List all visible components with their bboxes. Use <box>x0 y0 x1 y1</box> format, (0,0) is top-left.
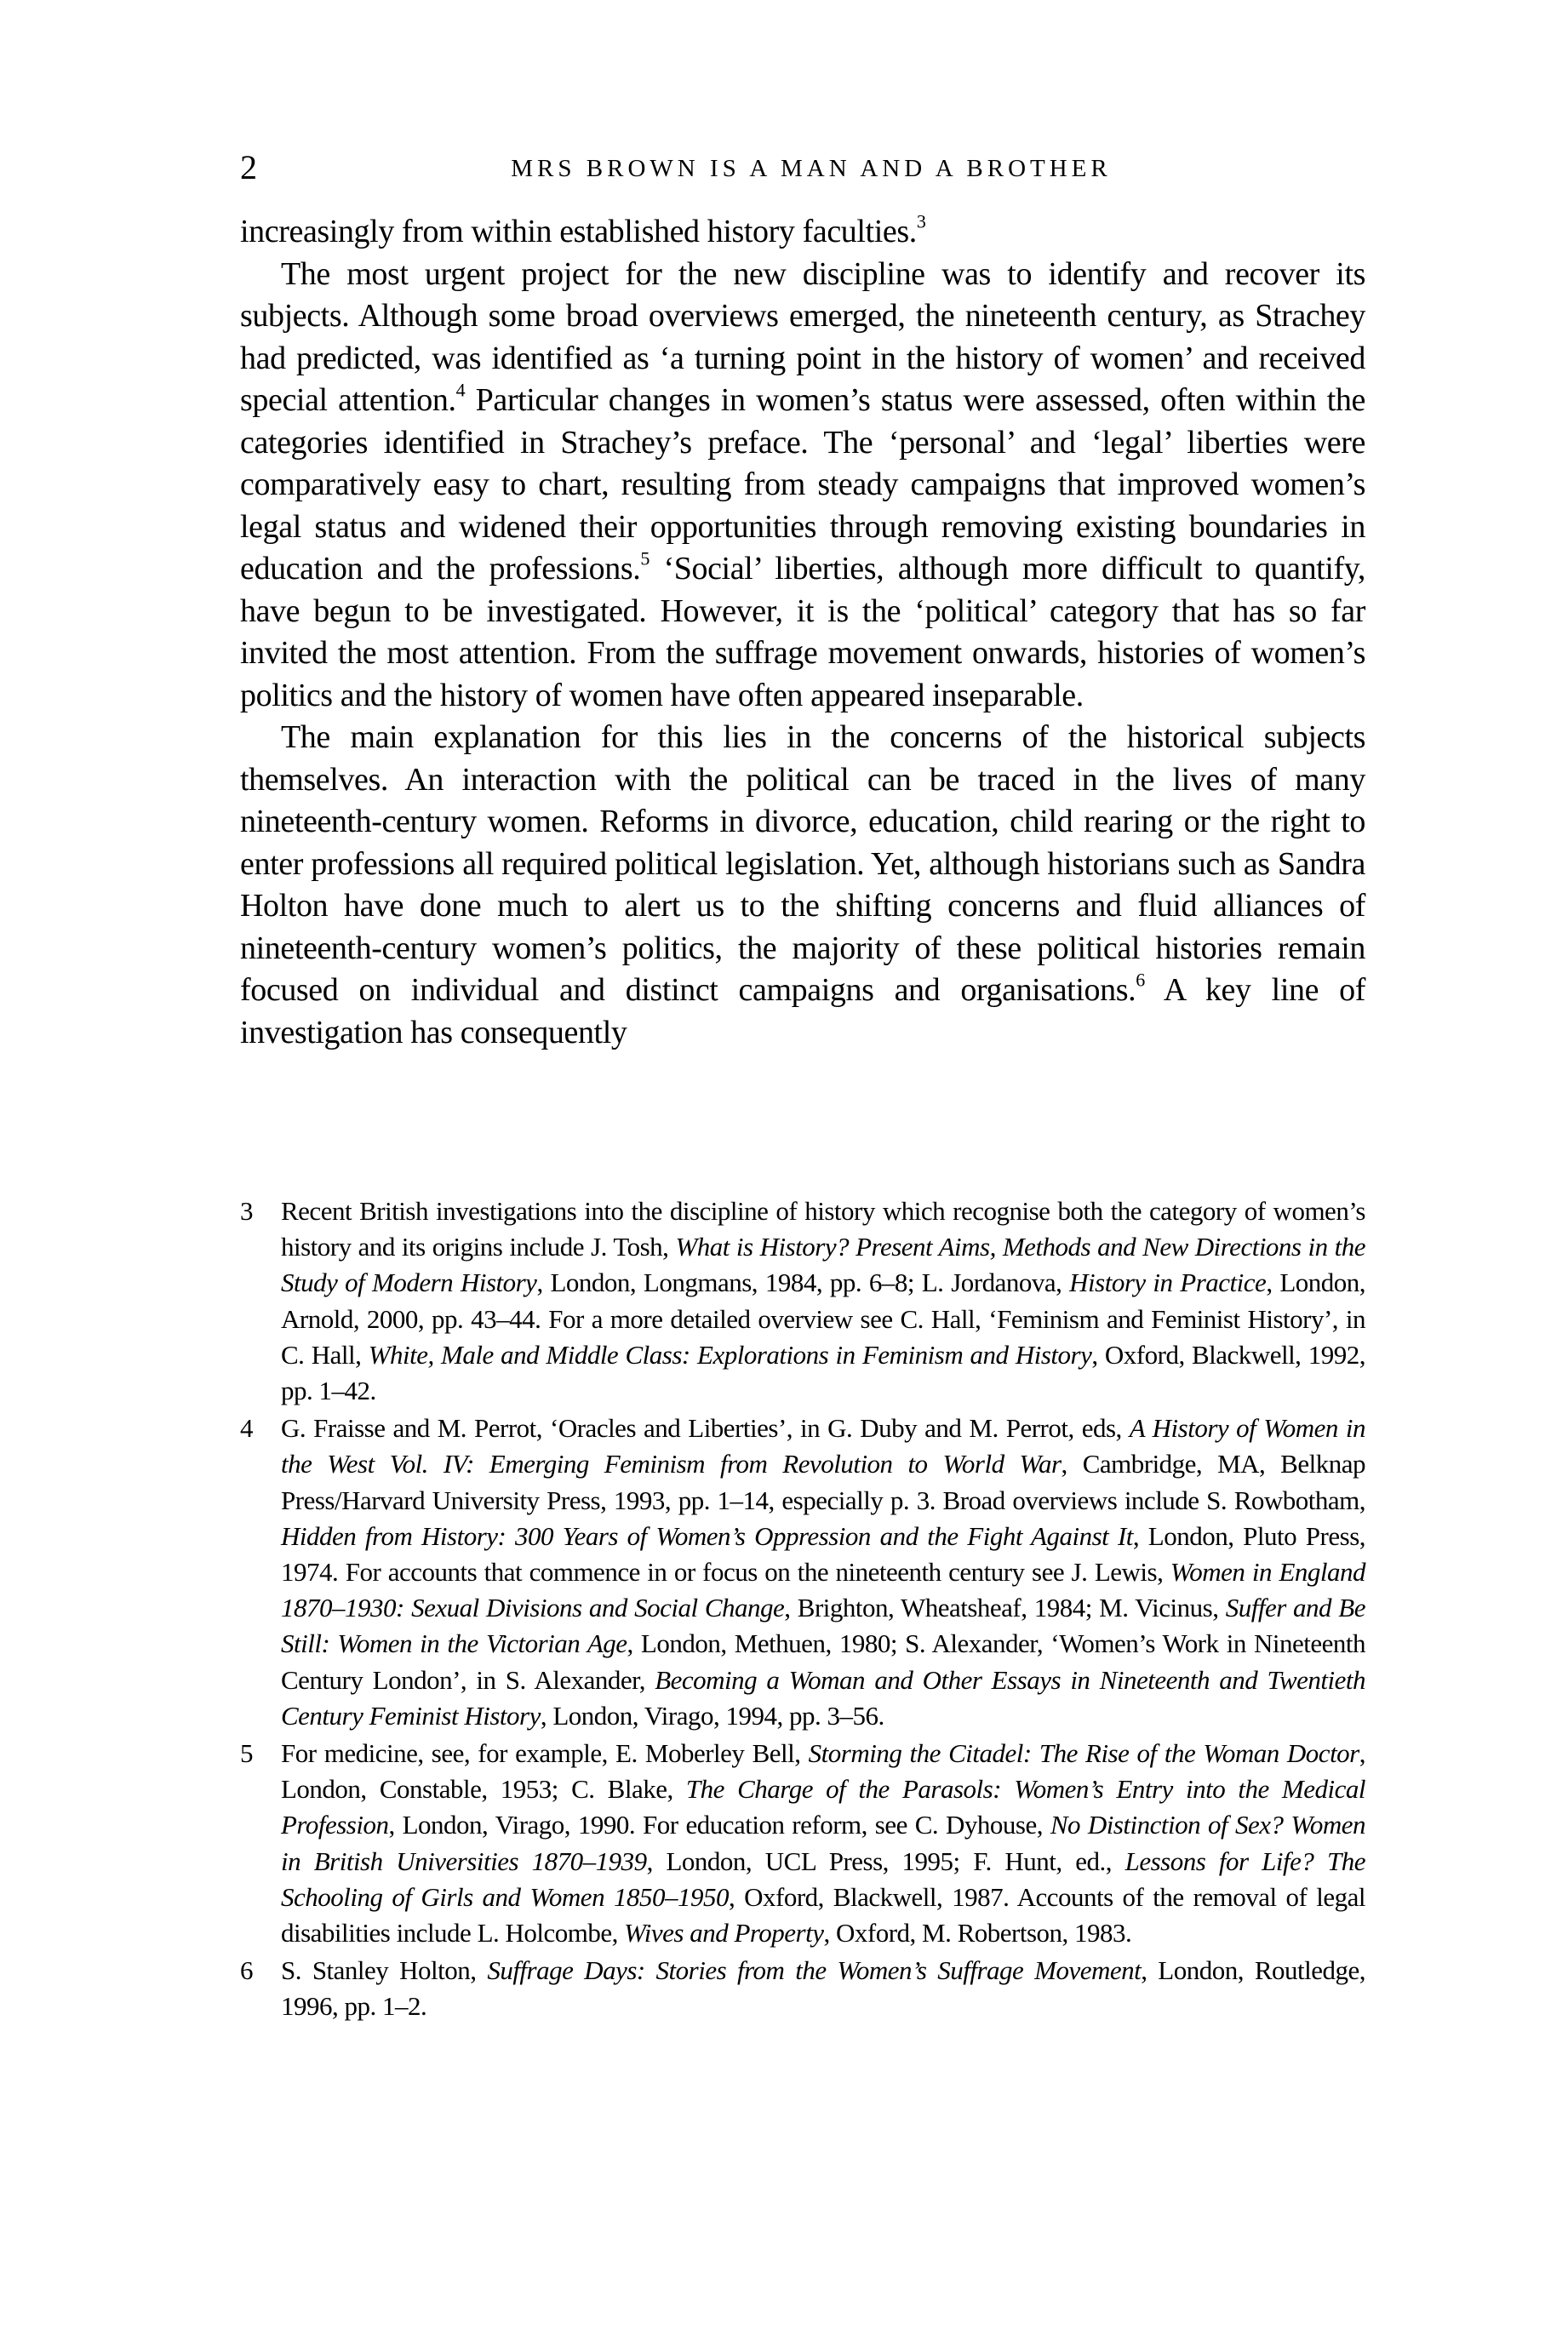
italic-title: Wives and Property <box>624 1918 824 1949</box>
italic-title: White, Male and Middle Class: Explorations in Feminism and History <box>368 1339 1092 1370</box>
page-number: 2 <box>240 148 257 186</box>
footnote-text: S. Stanley Holton, Suffrage Days: Stories from the Women’s Suffrage Movement, London, Routledge, 1996, pp. 1–2. <box>281 1955 1365 2022</box>
footnote-text: Recent British investigations into the discipline of history which recognise both the category of women’s history and its origins include J. Tosh, What is History? Present Aims, Methods and New Directions in the Study of Modern History, London, Longmans, 1984, pp. 6–8; L. Jordanova, History in Practice, London, Arnold, 2000, pp. 43–44. For a more detailed overview see C. Hall, ‘Feminism and Feminist History’, in C. Hall, White, Male and Middle Class: Explorations in Feminism and History, Oxford, Blackwell, 1992, pp. 1–42. <box>281 1196 1366 1406</box>
footnote-text: G. Fraisse and M. Perrot, ‘Oracles and Liberties’, in G. Duby and M. Perrot, eds, A History of Women in the West Vol. IV: Emerging Feminism from Revolution to World War, Cambridge, MA, Belknap Press/Harvard University Press, 1993, pp. 1–14, especially p. 3. Broad overviews include S. Rowbotham, Hidden from History: 300 Years of Women’s Oppression and the Fight Against It, London, Pluto Press, 1974. For accounts that commence in or focus on the nineteenth century see J. Lewis, Women in England 1870–1930: Sexual Divisions and Social Change, Brighton, Wheatsheaf, 1984; M. Vicinus, Suffer and Be Still: Women in the Victorian Age, London, Methuen, 1980; S. Alexander, ‘Women’s Work in Nineteenth Century London’, in S. Alexander, Becoming a Woman and Other Essays in Nineteenth and Twentieth Century Feminist History, London, Virago, 1994, pp. 3–56. <box>281 1413 1366 1731</box>
italic-title: A History of Women in the West Vol. IV: Emerging Feminism from Revolution to World War <box>281 1413 1365 1479</box>
footnote <box>240 1736 1365 1951</box>
footnote <box>240 1411 1365 1734</box>
footnote <box>240 1953 1365 2024</box>
italic-title: History in Practice <box>1069 1268 1267 1298</box>
italic-title: Suffrage Days: Stories from the Women’s Suffrage Movement <box>487 1955 1142 1986</box>
footnote-number: 5 <box>240 1738 253 1769</box>
body-text <box>240 211 1365 1054</box>
paragraph: The main explanation for this lies in the concerns of the historical subjects themselves. An interaction with the political can be traced in the lives of many nineteenth-century women. Reforms in divorce, education, child rearing or the right to enter professions all required political legislation. Yet, although historians such as Sandra Holton have done much to alert us to the shifting concerns and fluid alliances of nineteenth-century women’s politics, the majority of these political histories remain focused on individual and distinct campaigns and organisations.$^6$ A key line of investigation has consequently <box>240 719 1366 1050</box>
footnote-text: For medicine, see, for example, E. Moberley Bell, Storming the Citadel: The Rise of the Woman Doctor, London, Constable, 1953; C. Blake, The Charge of the Parasols: Women’s Entry into the Medical Profession, London, Virago, 1990. For education reform, see C. Dyhouse, No Distinction of Sex? Women in British Universities 1870–1939, London, UCL Press, 1995; F. Hunt, ed., Lessons for Life? The Schooling of Girls and Women 1850–1950, Oxford, Blackwell, 1987. Accounts of the removal of legal disabilities include L. Holcombe, Wives and Property, Oxford, M. Robertson, 1983. <box>281 1738 1365 1949</box>
running-title: MRS BROWN IS A MAN AND A BROTHER <box>511 155 1112 182</box>
italic-title: Becoming a Woman and Other Essays in Nineteenth and Twentieth Century Feminist History <box>281 1664 1365 1731</box>
italic-title: Storming the Citadel: The Rise of the Woman Doctor <box>808 1738 1359 1769</box>
footnote-number: 3 <box>240 1196 253 1226</box>
footnote-reference: 6 <box>1136 969 1145 991</box>
italic-title: Women in England 1870–1930: Sexual Divisions and Social Change <box>281 1557 1365 1623</box>
italic-title: Suffer and Be Still: Women in the Victorian Age <box>281 1593 1365 1659</box>
footnote <box>240 1193 1365 1409</box>
footnote-number: 4 <box>240 1413 253 1444</box>
footnotes <box>240 1193 1365 2027</box>
italic-title: Lessons for Life? The Schooling of Girls and Women 1850–1950 <box>281 1846 1365 1912</box>
italic-title: The Charge of the Parasols: Women’s Entry into the Medical Profession <box>281 1774 1365 1840</box>
paragraph: The most urgent project for the new discipline was to identify and recover its subjects. Although some broad overviews emerged, the nineteenth century, as Strachey had predicted, was identified as ‘a turning point in the history of women’ and received special attention.$^4$ Particular changes in women’s status were assessed, often within the categories identified in Strachey’s preface. The ‘personal’ and ‘legal’ liberties were comparatively easy to chart, resulting from steady campaigns that improved women’s legal status and widened their opportunities through removing existing boundaries in education and the professions.$^5$ ‘Social’ liberties, although more difficult to quantify, have begun to be investigated. However, it is the ‘political’ category that has so far invited the most attention. From the suffrage movement onwards, histories of women’s politics and the history of women have often appeared inseparable. <box>240 255 1365 713</box>
footnote-reference: 5 <box>640 547 650 569</box>
footnote-number: 6 <box>240 1955 253 1986</box>
italic-title: Hidden from History: 300 Years of Women’s Oppression and the Fight Against It <box>281 1520 1133 1551</box>
italic-title: What is History? Present Aims, Methods and New Directions in the Study of Modern History <box>281 1232 1365 1298</box>
footnote-reference: 3 <box>916 210 926 232</box>
italic-title: No Distinction of Sex? Women in British Universities 1870–1939 <box>281 1810 1365 1876</box>
footnote-reference: 4 <box>455 379 466 401</box>
running-head <box>240 146 1365 189</box>
paragraph: increasingly from within established history faculties.$^3$ <box>240 210 926 249</box>
